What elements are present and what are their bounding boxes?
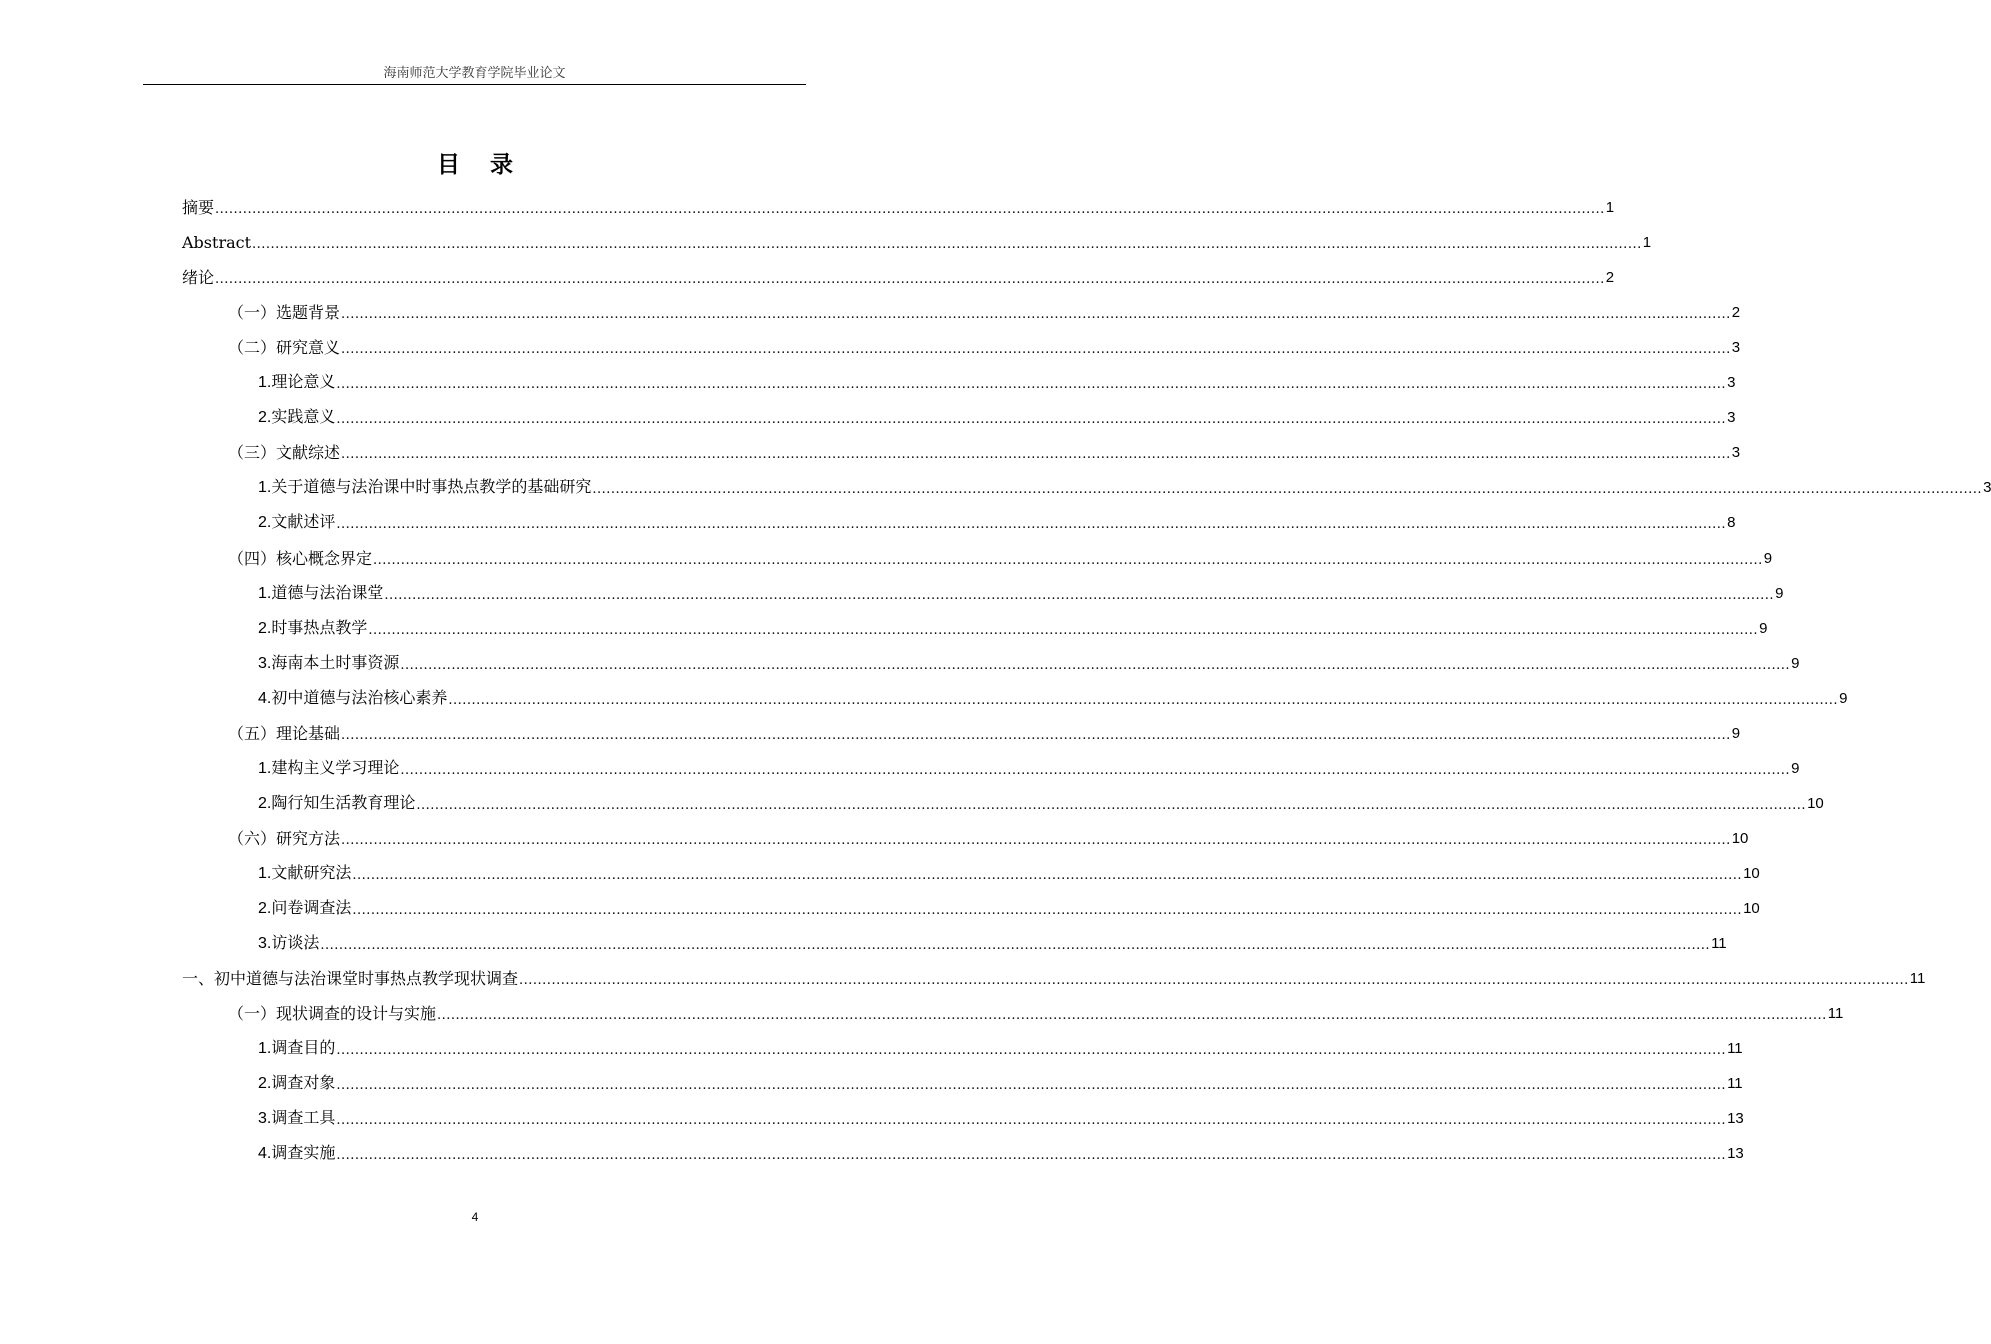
toc-entry[interactable] bbox=[258, 406, 1736, 428]
toc-entry-number: 1. bbox=[258, 479, 272, 496]
toc-entry-label bbox=[228, 829, 340, 849]
toc-dot-leader: ............................................................................................................................................................................................................................................................................................................ bbox=[519, 973, 1909, 988]
toc-dot-leader: ............................................................................................................................................................................................................................................................................................................ bbox=[215, 202, 1605, 217]
toc-entry[interactable] bbox=[258, 511, 1736, 533]
toc-entry[interactable] bbox=[228, 827, 1749, 849]
toc-entry-page: 11 bbox=[1727, 1040, 1743, 1057]
toc-entry-page: 2 bbox=[1731, 304, 1741, 321]
toc-entry-number: 2. bbox=[258, 409, 272, 426]
toc-entry-text: 问卷调查法 bbox=[271, 898, 352, 917]
toc-entry-page: 1 bbox=[1605, 199, 1615, 216]
toc-entry-label bbox=[228, 724, 340, 744]
toc-entry-label bbox=[258, 758, 399, 779]
toc-entry[interactable] bbox=[258, 1072, 1743, 1094]
toc-entry-label bbox=[258, 1143, 335, 1164]
toc-entry[interactable] bbox=[258, 476, 1991, 498]
toc-dot-leader: ............................................................................................................................................................................................................................................................................................................ bbox=[448, 693, 1839, 708]
toc-dot-leader: ............................................................................................................................................................................................................................................................................................................ bbox=[592, 482, 1983, 497]
toc-entry-label bbox=[258, 618, 367, 639]
toc-entry-number: 2. bbox=[258, 514, 272, 531]
toc-entry[interactable] bbox=[258, 792, 1824, 814]
toc-entry-number: 1. bbox=[258, 585, 272, 602]
toc-entry-label bbox=[182, 198, 214, 218]
toc-dot-leader: ............................................................................................................................................................................................................................................................................................................ bbox=[352, 868, 1743, 883]
toc-entry-number: 1. bbox=[258, 374, 272, 391]
toc-entry[interactable] bbox=[258, 1037, 1743, 1059]
toc-entry-text: 实践意义 bbox=[271, 407, 336, 426]
toc-entry-label bbox=[228, 338, 340, 358]
toc-entry-label bbox=[228, 549, 372, 569]
toc-entry[interactable] bbox=[182, 967, 1926, 989]
toc-entry-page: 10 bbox=[1743, 900, 1760, 917]
toc-entry-label bbox=[258, 1038, 335, 1059]
toc-entry-text: （六）研究方法 bbox=[228, 829, 341, 848]
toc-entry[interactable] bbox=[228, 1002, 1844, 1024]
toc-entry[interactable] bbox=[258, 371, 1736, 393]
toc-entry-text: 海南本土时事资源 bbox=[271, 653, 400, 672]
toc-entry[interactable] bbox=[258, 932, 1727, 954]
toc-entry-page: 11 bbox=[1727, 1075, 1743, 1092]
toc-dot-leader: ............................................................................................................................................................................................................................................................................................................ bbox=[336, 1113, 1727, 1128]
toc-entry-text: 道德与法治课堂 bbox=[271, 583, 384, 602]
toc-entry-label bbox=[258, 477, 591, 498]
toc-entry-text: 调查目的 bbox=[271, 1038, 336, 1057]
toc-dot-leader: ............................................................................................................................................................................................................................................................................................................ bbox=[341, 447, 1731, 462]
toc-entry[interactable] bbox=[258, 652, 1800, 674]
toc-entry-label bbox=[182, 969, 518, 989]
toc-entry-text: 一、初中道德与法治课堂时事热点教学现状调查 bbox=[182, 969, 519, 988]
toc-entry[interactable] bbox=[182, 196, 1615, 218]
toc-entry-page: 9 bbox=[1731, 725, 1741, 742]
toc-entry-label bbox=[258, 1108, 335, 1129]
toc-entry-page: 2 bbox=[1605, 269, 1615, 286]
toc-dot-leader: ............................................................................................................................................................................................................................................................................................................ bbox=[252, 237, 1642, 252]
toc-entry-page: 10 bbox=[1807, 795, 1824, 812]
toc-entry-page: 8 bbox=[1727, 514, 1736, 531]
toc-dot-leader: ............................................................................................................................................................................................................................................................................................................ bbox=[336, 412, 1727, 427]
toc-entry-text: 陶行知生活教育理论 bbox=[271, 793, 416, 812]
toc-entry-page: 3 bbox=[1731, 339, 1741, 356]
toc-entry-page: 3 bbox=[1727, 374, 1736, 391]
toc-entry-number: 2. bbox=[258, 900, 272, 917]
toc-entry-number: 3. bbox=[258, 1110, 272, 1127]
toc-entry-page: 9 bbox=[1763, 550, 1773, 567]
toc-entry-label bbox=[258, 898, 351, 919]
toc-entry-page: 9 bbox=[1839, 690, 1848, 707]
toc-entry-text: 绪论 bbox=[182, 268, 215, 287]
toc-dot-leader: ............................................................................................................................................................................................................................................................................................................ bbox=[341, 307, 1731, 322]
toc-entry-number: 1. bbox=[258, 760, 272, 777]
toc-entry-text: Abstract bbox=[182, 233, 252, 252]
toc-dot-leader: ............................................................................................................................................................................................................................................................................................................ bbox=[400, 763, 1791, 778]
toc-entry-page: 10 bbox=[1731, 830, 1749, 847]
toc-entry-text: 摘要 bbox=[182, 198, 215, 217]
toc-entry[interactable] bbox=[258, 582, 1784, 604]
toc-entry-text: （三）文献综述 bbox=[228, 443, 341, 462]
toc-entry-page: 3 bbox=[1727, 409, 1736, 426]
toc-entry-text: 调查工具 bbox=[271, 1108, 336, 1127]
toc-entry-text: （二）研究意义 bbox=[228, 338, 341, 357]
toc-entry[interactable] bbox=[258, 862, 1760, 884]
toc-entry-text: 访谈法 bbox=[271, 933, 320, 952]
toc-dot-leader: ............................................................................................................................................................................................................................................................................................................ bbox=[336, 517, 1727, 532]
toc-entry-label bbox=[228, 303, 340, 323]
toc-entry-label bbox=[182, 233, 251, 253]
toc-dot-leader: ............................................................................................................................................................................................................................................................................................................ bbox=[368, 623, 1759, 638]
toc-entry-text: （一）现状调查的设计与实施 bbox=[228, 1004, 437, 1023]
toc-entry-label bbox=[258, 407, 335, 428]
toc-entry-number: 2. bbox=[258, 1075, 272, 1092]
toc-entry-number: 4. bbox=[258, 1145, 272, 1162]
toc-entry-text: 时事热点教学 bbox=[271, 618, 368, 637]
toc-entry-label bbox=[182, 268, 214, 288]
toc-entry[interactable] bbox=[228, 547, 1773, 569]
toc-dot-leader: ............................................................................................................................................................................................................................................................................................................ bbox=[352, 903, 1743, 918]
toc-dot-leader: ............................................................................................................................................................................................................................................................................................................ bbox=[416, 798, 1807, 813]
toc-entry-page: 11 bbox=[1827, 1005, 1844, 1022]
toc-entry-number: 2. bbox=[258, 620, 272, 637]
toc-entry-label bbox=[258, 583, 383, 604]
toc-entry-label bbox=[258, 653, 399, 674]
toc-dot-leader: ............................................................................................................................................................................................................................................................................................................ bbox=[336, 1148, 1727, 1163]
toc-entry-label bbox=[228, 443, 340, 463]
toc-dot-leader: ............................................................................................................................................................................................................................................................................................................ bbox=[215, 272, 1605, 287]
toc-entry[interactable] bbox=[182, 266, 1615, 288]
toc-entry[interactable] bbox=[228, 441, 1741, 463]
toc-entry-label bbox=[258, 688, 447, 709]
toc-entry-number: 1. bbox=[258, 1040, 272, 1057]
toc-dot-leader: ............................................................................................................................................................................................................................................................................................................ bbox=[373, 553, 1763, 568]
toc-entry[interactable] bbox=[228, 336, 1741, 358]
toc-entry[interactable] bbox=[258, 1107, 1744, 1129]
toc-entry-number: 3. bbox=[258, 655, 272, 672]
toc-entry-page: 9 bbox=[1791, 655, 1800, 672]
toc-entry-label bbox=[258, 933, 319, 954]
toc-entry-page: 3 bbox=[1731, 444, 1741, 461]
toc-entry-text: （一）选题背景 bbox=[228, 303, 341, 322]
toc-entry-page: 11 bbox=[1909, 970, 1926, 987]
toc-entry-number: 1. bbox=[258, 865, 272, 882]
toc-entry-page: 13 bbox=[1727, 1110, 1744, 1127]
toc-entry-label bbox=[258, 372, 335, 393]
toc-entry[interactable] bbox=[258, 1142, 1744, 1164]
toc-dot-leader: ............................................................................................................................................................................................................................................................................................................ bbox=[336, 377, 1727, 392]
toc-entry-text: 调查对象 bbox=[271, 1073, 336, 1092]
toc-entry-label bbox=[258, 793, 415, 814]
running-header: 海南师范大学教育学院毕业论文 bbox=[143, 66, 806, 85]
toc-entry[interactable] bbox=[258, 897, 1760, 919]
toc-entry-label bbox=[228, 1004, 436, 1024]
toc-entry[interactable] bbox=[258, 757, 1800, 779]
toc-entry-page: 3 bbox=[1983, 479, 1991, 496]
toc-entry-text: 初中道德与法治核心素养 bbox=[271, 688, 448, 707]
toc-dot-leader: ............................................................................................................................................................................................................................................................................................................ bbox=[341, 342, 1731, 357]
toc-entry-label bbox=[258, 1073, 335, 1094]
toc-title: 目录 bbox=[437, 151, 543, 178]
toc-entry[interactable] bbox=[258, 617, 1768, 639]
toc-dot-leader: ............................................................................................................................................................................................................................................................................................................ bbox=[336, 1043, 1727, 1058]
toc-entry-number: 4. bbox=[258, 690, 272, 707]
toc-dot-leader: ............................................................................................................................................................................................................................................................................................................ bbox=[437, 1008, 1827, 1023]
toc-dot-leader: ............................................................................................................................................................................................................................................................................................................ bbox=[341, 728, 1731, 743]
toc-dot-leader: ............................................................................................................................................................................................................................................................................................................ bbox=[320, 938, 1711, 953]
toc-entry-text: （四）核心概念界定 bbox=[228, 549, 373, 568]
toc-entry[interactable] bbox=[258, 687, 1848, 709]
toc-entry-text: 关于道德与法治课中时事热点教学的基础研究 bbox=[271, 477, 592, 496]
toc-dot-leader: ............................................................................................................................................................................................................................................................................................................ bbox=[341, 833, 1731, 848]
toc-entry[interactable] bbox=[228, 722, 1741, 744]
toc-entry-number: 3. bbox=[258, 935, 272, 952]
toc-entry-page: 9 bbox=[1775, 585, 1784, 602]
toc-entry[interactable] bbox=[182, 231, 1652, 253]
toc-dot-leader: ............................................................................................................................................................................................................................................................................................................ bbox=[336, 1078, 1727, 1093]
toc-dot-leader: ............................................................................................................................................................................................................................................................................................................ bbox=[400, 658, 1791, 673]
toc-entry-label bbox=[258, 863, 351, 884]
toc-entry-page: 13 bbox=[1727, 1145, 1744, 1162]
toc-entry-text: （五）理论基础 bbox=[228, 724, 341, 743]
toc-entry-text: 文献研究法 bbox=[271, 863, 352, 882]
toc-entry-number: 2. bbox=[258, 795, 272, 812]
toc-entry-label bbox=[258, 512, 335, 533]
page-number: 4 bbox=[471, 1210, 479, 1224]
toc-entry-page: 10 bbox=[1743, 865, 1760, 882]
toc-entry[interactable] bbox=[228, 301, 1741, 323]
toc-entry-text: 文献述评 bbox=[271, 512, 336, 531]
toc-entry-page: 11 bbox=[1711, 935, 1727, 952]
toc-entry-text: 调查实施 bbox=[271, 1143, 336, 1162]
toc-entry-text: 建构主义学习理论 bbox=[271, 758, 400, 777]
toc-entry-text: 理论意义 bbox=[271, 372, 336, 391]
toc-entry-page: 9 bbox=[1759, 620, 1768, 637]
toc-entry-page: 9 bbox=[1791, 760, 1800, 777]
toc-entry-page: 1 bbox=[1642, 234, 1652, 251]
toc-dot-leader: ............................................................................................................................................................................................................................................................................................................ bbox=[384, 588, 1775, 603]
